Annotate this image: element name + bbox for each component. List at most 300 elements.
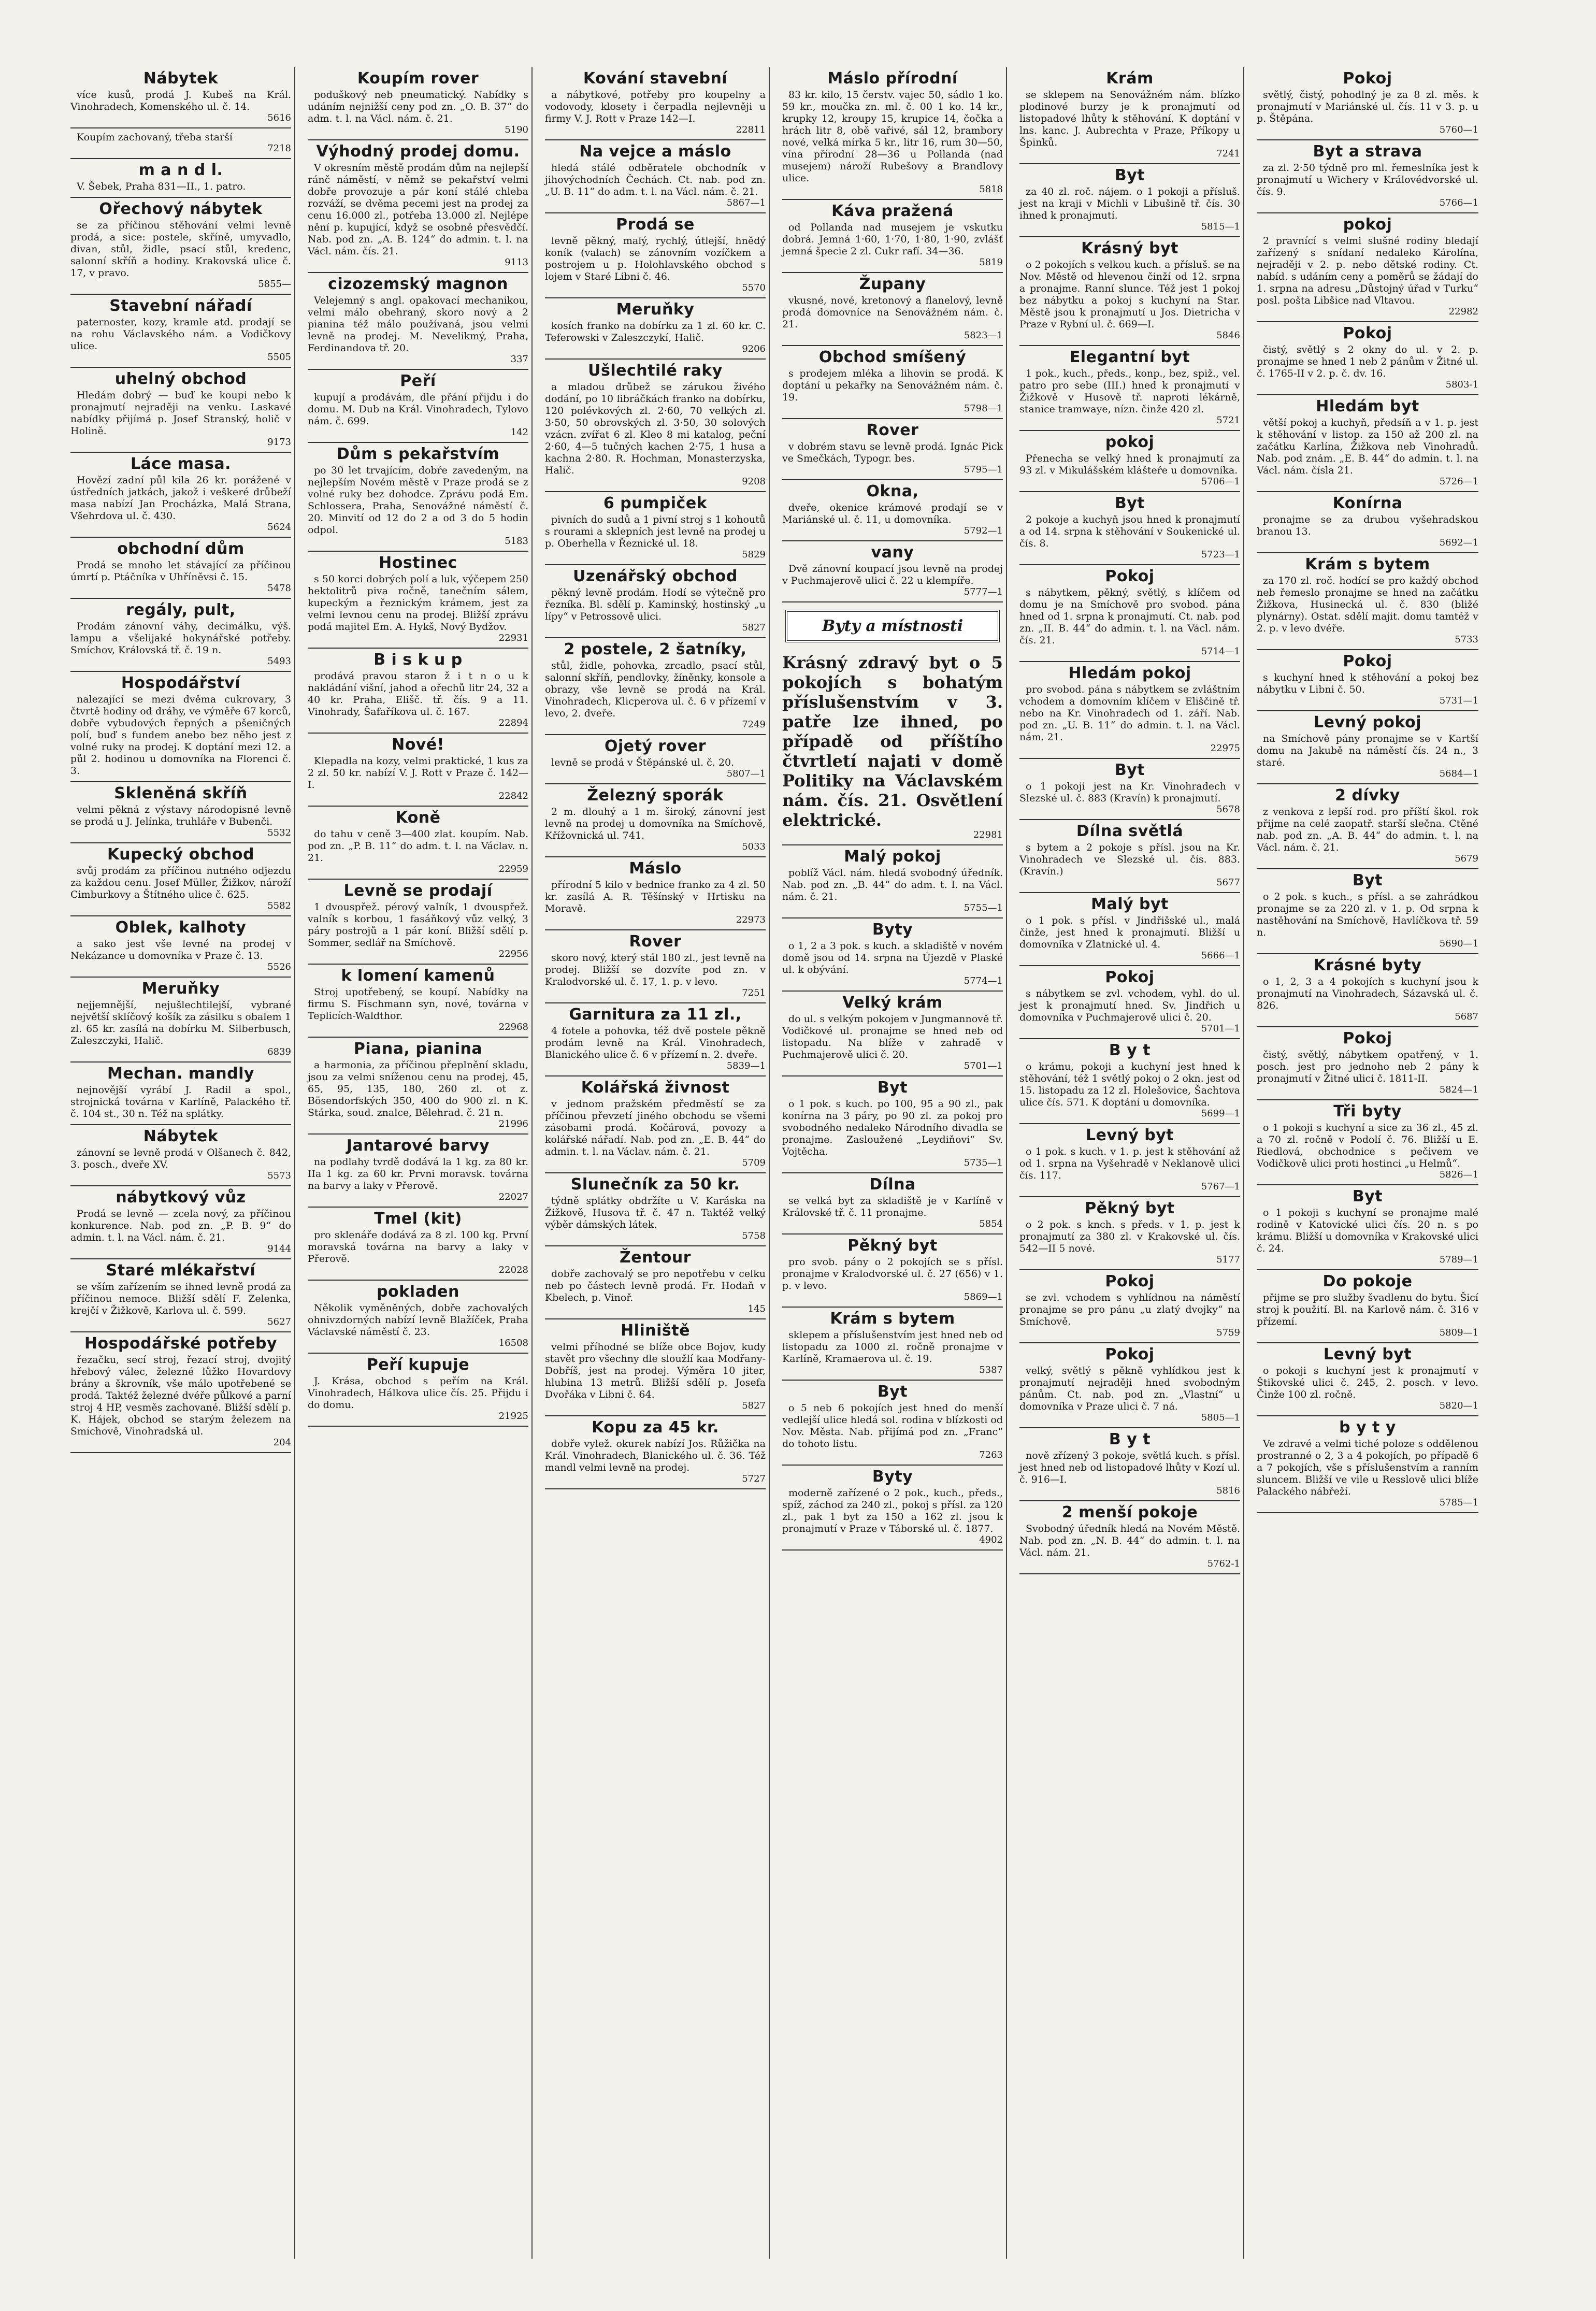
classified-ad (70, 538, 291, 599)
ad-ref-number: 5762-1 (1207, 1558, 1240, 1569)
ad-text: na Smíchově pány pronajme se v Kartší domu na Jakubě na náměstí čís. 24 n., 3 staré. (1257, 733, 1478, 768)
ad-text: 1 dvouspřež. pérový valník, 1 dvouspřež. valník s korbou, 1 fasáňkový vůz velký, 3 páry postrojů a 1 pár koní. Bližší sdělí p. Sommer, sedlář na Smíchově. (308, 901, 528, 949)
ad-ref-number: 5699—1 (1201, 1108, 1240, 1119)
ad-title: Levně se prodají (343, 882, 493, 900)
ad-title: Krám s bytem (1305, 555, 1430, 573)
ad-text: 2 m. dlouhý a 1 m. široký, zánovní jest levně na prodej u domovníka na Smíchově, Křížovnická ul. 741. (545, 806, 766, 841)
ad-text: po 30 let trvajícím, dobře zavedeným, na nejlepším Novém městě v Praze prodá se z volné ruky bez dohodce. Zprávu podá Em. Schlossera, Praha, Senovážné náměstí č. 20. Minvití od 12 do 2 a od 3 do 5 hodin odpol. (308, 465, 528, 536)
ad-ref-number: 5627 (267, 1316, 291, 1327)
ad-text: Přenecha se velký hned k pronajmutí za 93 zl. v Mikulášském klášteře u domovníka. (1019, 453, 1240, 476)
ad-title: Byt (1114, 761, 1145, 779)
ad-text: kosích franko na dobírku za 1 zl. 60 kr. C. Teferowski v Zaleszczykí, Halič. (545, 320, 766, 343)
ad-text: přírodní 5 kilo v bednice franko za 4 zl. 50 kr. zasílá A. R. Těšínský v Hrtisku na Moravě. (545, 879, 766, 914)
ad-title: Slunečník za 50 kr. (570, 1175, 740, 1194)
ad-title: Pokoj (1343, 324, 1392, 342)
classified-ad (70, 67, 291, 128)
ad-title: Meruňky (141, 980, 220, 998)
ad-ref-number: 5867—1 (726, 197, 766, 208)
ad-title: Železný sporák (587, 786, 724, 805)
ad-ref-number: 5570 (742, 282, 766, 293)
ad-text: v jednom pražském předměstí se za příčinou převzetí jiného obchodu se všemi zásobami prodá. Kočárová, povozy a kolářské nářadí. Nab. pod zn. „E. B. 44“ do admin. t. l. na Václav. nám. č. 21. (545, 1098, 766, 1157)
ad-ref-number: 204 (273, 1437, 291, 1448)
ad-title: Káva pražená (831, 202, 954, 220)
ad-title: Pokoj (1105, 968, 1155, 986)
ad-ref-number: 5505 (267, 352, 291, 363)
classified-ad (70, 843, 291, 916)
ad-text: prodává pravou staron ž i t n o u k nakládání višní, jahod a ořechů litr 24, 32 a 40 kr. Praha, Elišč. tř. čís. 9 a 11. Vinohrady, Šafaříkova ul. č. 167. (308, 670, 528, 717)
ad-ref-number: 5815—1 (1201, 221, 1240, 232)
classified-ad (70, 782, 291, 843)
ad-title: 2 dívky (1335, 786, 1400, 805)
classified-ad (70, 599, 291, 672)
ad-text: přijme se pro služby švadlenu do bytu. Šicí stroj k použití. Bl. na Karlově nám. č. 316 v přízemí. (1257, 1292, 1478, 1327)
ad-text: Velejemný s angl. opakovací mechanikou, velmi málo obehraný, skoro nový a 2 pianina též málo používaná, jsou velmi levně na prodej. M. Nevelikmý, Praha, Ferdinandova tř. 20. (308, 295, 528, 354)
ad-ref-number: 5666—1 (1201, 950, 1240, 961)
ad-ref-number: 5731—1 (1439, 695, 1478, 706)
classified-ad (1257, 553, 1478, 650)
classified-ad (545, 1003, 766, 1076)
ad-title: Hledám byt (1316, 397, 1419, 415)
ad-title: Meruňky (616, 300, 695, 319)
ad-ref-number: 5706—1 (1201, 476, 1240, 487)
classified-ad (1019, 893, 1240, 966)
ad-title: Byt (1352, 871, 1383, 889)
ad-title: Koně (395, 809, 441, 827)
classified-ad (1257, 954, 1478, 1027)
ad-text: a harmonia, za příčinou přeplnění skladu, jsou za velmi sníženou cenu na prodej, 45, 65, 95, 135, 180, 260 zl. ot z. Bösendorfských 350, 400 do 900 zl. n K. Stárka, soud. znalce, Bělehrad. č. 21 n. (308, 1059, 528, 1118)
ad-text: Prodá se mnoho let stávající za příčinou úmrtí p. Ptáčníka v Uhříněvsi č. 15. (70, 559, 291, 583)
ad-title: Malý pokoj (844, 848, 941, 866)
ad-text: Koupím zachovaný, třeba starší (77, 132, 233, 143)
ad-title: Levný byt (1085, 1126, 1174, 1144)
classified-ad (70, 295, 291, 368)
ad-title: Hostinec (379, 554, 457, 572)
ad-ref-number: 5033 (742, 841, 766, 852)
ad-ref-number: 5701—1 (964, 1060, 1003, 1071)
ad-text: levně se prodá v Štěpánské ul. č. 20. (551, 757, 735, 768)
classified-ad (1019, 237, 1240, 346)
ad-title: Byt (1114, 166, 1145, 184)
ad-text: o 1 pokoji jest na Kr. Vinohradech v Slezské ul. č. 883 (Kravín) k pronajmutí. (1019, 781, 1240, 804)
classified-ad (1257, 322, 1478, 395)
classified-ad (1019, 1428, 1240, 1501)
ad-text: Dvě zánovní koupací jsou levně na prodej v Puchmajerově ulici č. 22 u klempíře. (782, 563, 1003, 586)
ad-ref-number: 9206 (742, 343, 766, 354)
ad-ref-number: 5183 (505, 536, 528, 547)
ad-text: 1 pok., kuch., předs., konp., bez, spiž., vel. patro pro sebe (III.) hned k pronajmutí v Žižkově v Husově tř. naproti lékárně, stanice tramwaye, nízn. činže 420 zl. (1019, 368, 1240, 415)
ad-ref-number: 145 (747, 1303, 766, 1314)
ad-ref-number: 5387 (979, 1365, 1003, 1375)
ad-ref-number: 5819 (979, 257, 1003, 268)
ad-title: Ořechový nábytek (99, 200, 263, 218)
ad-ref-number: 22931 (498, 633, 528, 643)
classified-ad (70, 453, 291, 538)
classified-ad (1257, 1416, 1478, 1513)
ad-text: řezačku, secí stroj, řezací stroj, dvojitý hřebový válec, železné lůžko Hovardovy brány a škrovník, vše málo upotřebené se prodá. Taktéž železné dvéře půlkové a parní stroj 4 HP, vesměs zachované. Bližší sdělí p. K. Hájek, obchod se starým železem na Smíchově, Vinohradská ul. (70, 1354, 291, 1437)
ad-ref-number: 5803-1 (1445, 379, 1478, 390)
ad-title: pokoj (1343, 216, 1392, 234)
classified-ad (1019, 1270, 1240, 1343)
ad-ref-number: 5714—1 (1201, 646, 1240, 657)
ad-text: stůl, židle, pohovka, zrcadlo, psací stůl, salonní skříň, pendlovky, žíněnky, konsole a obrazy, vše levně se prodá na Král. Vinohradech, Klicperova ul. č. 6 v přízemí v levo, 2. dveře. (545, 660, 766, 719)
ad-ref-number: 22842 (498, 791, 528, 801)
ad-ref-number: 5760—1 (1439, 124, 1478, 135)
ad-ref-number: 5777—1 (964, 586, 1003, 597)
classified-ad (545, 930, 766, 1003)
ad-ref-number: 5679 (1455, 853, 1478, 864)
ad-title: Staré mlékařství (106, 1261, 256, 1280)
ad-title: Pokoj (1105, 567, 1155, 585)
classified-ad (70, 1332, 291, 1453)
ad-title: Okna, (866, 482, 919, 500)
ad-title: Elegantní byt (1069, 348, 1190, 366)
ad-ref-number: 7249 (742, 719, 766, 730)
classified-ad (545, 492, 766, 565)
ad-title: Byt (877, 1383, 908, 1401)
ad-title: Stavební nářadí (109, 297, 252, 315)
ad-ref-number: 5829 (742, 549, 766, 560)
ad-text: 2 pokoje a kuchyň jsou hned k pronajmutí a od 14. srpna k stěhování v Soukenické ul. čís. 8. (1019, 514, 1240, 549)
ad-text: kupují a prodávám, dle přání přijdu i do domu. M. Dub na Král. Vinohradech, Tylovo nám. č. 699. (308, 392, 528, 427)
classified-ad (70, 1063, 291, 1125)
ad-title: Ojetý rover (604, 737, 707, 755)
classified-ad (1257, 1270, 1478, 1343)
ad-ref-number: 5177 (1216, 1254, 1240, 1265)
ad-ref-number: 22027 (498, 1192, 528, 1202)
classified-ad (70, 1125, 291, 1186)
ad-text: zánovní se levně prodá v Olšanech č. 842, 3. posch., dveře XV. (70, 1147, 291, 1170)
classified-ad (70, 978, 291, 1063)
ad-title: Malý byt (1091, 895, 1169, 913)
ad-text: do tahu v ceně 3—400 zlat. koupím. Nab. pod zn. „P. B. 11“ do adm. t. l. na Václav. n. 21. (308, 828, 528, 864)
ad-text: Několik vyměněných, dobře zachovalých ohnivzdorných nabízí levně Blažíček, Praha Václavské náměstí č. 23. (308, 1302, 528, 1338)
ad-ref-number: 22028 (498, 1265, 528, 1275)
ad-title: Kupecký obchod (107, 845, 254, 864)
classified-ad (1257, 395, 1478, 492)
ad-text: nejnovější vyrábí J. Radil a spol., strojnická továrna v Karlíně, Palackého tř. č. 104 st., 30 n. Též na splátky. (70, 1084, 291, 1119)
ad-ref-number: 5755—1 (964, 902, 1003, 913)
ad-ref-number: 5798—1 (964, 403, 1003, 414)
ad-text: za zl. 2·50 týdně pro ml. řemeslníka jest k pronajmutí u Wichery v Královédvorské ul. čís. 9. (1257, 162, 1478, 197)
ad-ref-number: 5807—1 (726, 768, 766, 779)
classified-ad (782, 1466, 1003, 1551)
classified-ad (782, 845, 1003, 918)
ad-text: Ve zdravé a velmi tiché poloze s oddělenou prostranné o 2, 3 a 4 pokojích, po případě 6 a 7 pokojích, vše s příslušenstvím a ranním sluncem. Bližší ve vile u Resslově ulici blíže Palackého nábřeží. (1257, 1438, 1478, 1497)
ad-title: Výhodný prodej domu. (316, 142, 520, 161)
classified-ad (308, 965, 528, 1038)
ad-title: Kování stavební (583, 69, 728, 88)
classified-ad (545, 565, 766, 638)
classified-ad (70, 198, 291, 295)
ad-ref-number: 22968 (498, 1022, 528, 1032)
ad-title: 2 postele, 2 šatníky, (564, 640, 747, 658)
classified-ad (1257, 1343, 1478, 1416)
ad-ref-number: 5727 (742, 1473, 766, 1484)
ad-title: B y t (1109, 1041, 1151, 1059)
ad-title: Oblek, kalhoty (115, 918, 247, 937)
ad-ref-number: 5709 (742, 1157, 766, 1168)
classified-ad (308, 140, 528, 273)
ad-ref-number: 9144 (267, 1243, 291, 1254)
ad-text: levně pěkný, malý, rychlý, útlejší, hnědý koník (valach) se zánovním vozíčkem a postrojem u p. Holohlavského obchod s lojem v Staré Libni č. 46. (545, 235, 766, 282)
classified-ad (70, 159, 291, 198)
ad-title: Byt a strava (1313, 142, 1422, 161)
ad-text: více kusů, prodá J. Kubeš na Král. Vinohradech, Komenského ul. č. 14. (70, 89, 291, 112)
ad-text: o 1 pok. s kuch. v 1. p. jest k stěhování až od 1. srpna na Vyšehradě v Neklanově ulici čís. 117. (1019, 1146, 1240, 1181)
classified-ad (1019, 431, 1240, 492)
classified-ad (1257, 140, 1478, 213)
ad-title: Levný byt (1323, 1345, 1412, 1363)
ad-text: se velká byt za skladiště je v Karlíně v Královské tř. č. 11 pronajme. (782, 1195, 1003, 1218)
ad-text: od Pollanda nad musejem je vskutku dobrá. Jemná 1·60, 1·70, 1·80, 1·90, zvlášť jemná špecie 2 zl. Cukr rafí. 34—36. (782, 222, 1003, 257)
ad-text: pěkný levně prodám. Hodí se výtečně pro řezníka. Bl. sdělí p. Kaminský, hostinský „u lípy“ v Petrossově ulici. (545, 587, 766, 622)
ad-ref-number: 5624 (267, 522, 291, 533)
classified-ad (545, 1173, 766, 1246)
classified-ad (70, 128, 291, 159)
ad-title: Hliniště (621, 1322, 690, 1340)
ad-title: Jantarové barvy (346, 1137, 490, 1155)
ad-title: Máslo (629, 859, 682, 878)
ad-ref-number: 337 (510, 354, 528, 365)
ad-ref-number: 9113 (505, 257, 528, 268)
classified-ad (308, 67, 528, 140)
ad-ref-number: 5733 (1455, 634, 1478, 645)
classified-ad (70, 368, 291, 453)
classified-ad (308, 880, 528, 965)
ad-ref-number: 5758 (742, 1230, 766, 1241)
ad-ref-number: 5616 (267, 112, 291, 123)
classified-ad (308, 1135, 528, 1208)
classified-ad (308, 1208, 528, 1281)
classified-ad (1019, 67, 1240, 164)
ad-ref-number: 5701—1 (1201, 1023, 1240, 1034)
ad-title: Kolářská živnost (581, 1079, 730, 1097)
ad-text: pivních do sudů a 1 pivní stroj s 1 kohoutů s rourami a sklepních jest levně na prodej u p. Oberhella v Řeznické ul. 18. (545, 514, 766, 549)
ad-title: Mechan. mandly (107, 1065, 254, 1083)
ad-text: s kuchyní hned k stěhování a pokoj bez nábytku v Libni č. 50. (1257, 672, 1478, 695)
ad-title: Pokoj (1343, 1029, 1392, 1047)
ad-text: o 1 pokoji s kuchyní a sice za 36 zl., 45 zl. a 70 zl. ročně v Podolí č. 76. Bližší u E. Riedlová, obchodnice s pečivem ve Vodičkově ulici proti hostinci „u Helmů“. (1257, 1122, 1478, 1169)
ad-title: Pěkný byt (1085, 1199, 1175, 1217)
ad-title: 6 pumpiček (603, 494, 708, 512)
ad-title: Pokoj (1105, 1272, 1155, 1290)
ad-text: dobře vylež. okurek nabízí Jos. Růžička na Král. Vinohradech, Blanického ul. č. 36. Též mandl velmi levně na prodej. (545, 1438, 766, 1473)
ad-text: J. Krása, obchod s peřím na Král. Vinohradech, Hálkova ulice čís. 25. Přijdu i do domu. (308, 1375, 528, 1411)
ad-ref-number: 5684—1 (1439, 768, 1478, 779)
classified-ad (782, 67, 1003, 200)
ad-ref-number: 5805—1 (1201, 1412, 1240, 1423)
ad-title: regály, pult, (126, 601, 236, 619)
ad-ref-number: 5846 (1216, 330, 1240, 341)
classified-ad (1019, 565, 1240, 662)
ad-text: a nábytkové, potřeby pro koupelny a vodovody, klosety i čerpadla nejlevněji u firmy V. J. Rott v Praze 142—I. (545, 89, 766, 124)
classified-ad (545, 1319, 766, 1416)
classified-ad (1257, 213, 1478, 322)
ad-text: větší pokoj a kuchyň, předsíň a v 1. p. jest k stěhování v listop. za 150 až 200 zl. na začátku Karlína, Žižkova neb Vinohradů. Nab. pod znám. „E. B. 44“ do admin. t. l. na Václ. nám. čísla 21. (1257, 417, 1478, 476)
ad-text: paternoster, kozy, kramle atd. prodají se na rohu Václavského nám. a Vodičkovy ulice. (70, 317, 291, 352)
ad-title: Pěkný byt (847, 1237, 938, 1255)
ad-ref-number: 5726—1 (1439, 476, 1478, 487)
ad-text: hledá stálé odběratele obchodník v jihovýchodních Čechách. Ct. nab. pod zn. „U. B. 11“ do adm. t. l. na Václ. nám. č. 21. (545, 162, 766, 197)
ad-ref-number: 5818 (979, 184, 1003, 195)
classified-ad (308, 273, 528, 370)
classified-ad (308, 443, 528, 552)
column-2 (305, 67, 533, 2259)
ad-ref-number: 5767—1 (1201, 1181, 1240, 1192)
ad-text: se vším zařízením se ihned levně prodá za příčinou nemoce. Bližší sdělí F. Zelenka, krejčí v Žižkově, Karlova ul. č. 599. (70, 1281, 291, 1316)
column-1 (67, 67, 295, 2259)
ad-title: Hledám pokoj (1068, 664, 1191, 682)
ad-ref-number: 7251 (742, 987, 766, 998)
ad-ref-number: 5190 (505, 124, 528, 135)
ad-ref-number: 5759 (1216, 1327, 1240, 1338)
ad-ref-number: 5774—1 (964, 975, 1003, 986)
ad-ref-number: 22894 (498, 717, 528, 728)
classified-ad (308, 1354, 528, 1427)
ad-ref-number: 22975 (1210, 743, 1240, 754)
ad-title: Byt (1352, 1187, 1383, 1205)
ad-ref-number: 5792—1 (964, 525, 1003, 536)
ad-ref-number: 5824—1 (1439, 1084, 1478, 1095)
classified-ad (782, 918, 1003, 992)
ad-text: s prodejem mléka a lihovin se prodá. K doptání u pekařky na Senovážném nám. č. 19. (782, 368, 1003, 403)
ad-text: velmi pěkná z výstavy národopisné levně se prodá u J. Jelínka, truhláře v Bubenči. (70, 804, 291, 827)
ad-title: Peří kupuje (366, 1356, 470, 1374)
ad-text: o 2 pok. s kuch., s přísl. a se zahrádkou pronajme se za 220 zl. v 1. p. Od srpna k nastěhování na Smíchově, Havlíčkova tř. 59 n. (1257, 891, 1478, 938)
ad-title: Piana, pianina (353, 1040, 483, 1058)
ad-text: 4 fotele a pohovka, též dvě postele pěkně prodám levně na Král. Vinohradech, Blanického ulice č. 6 v přízemí n. 2. dveře. (545, 1025, 766, 1060)
ad-text: se sklepem na Senovážném nám. blízko plodinové burzy je k pronajmutí od listopadové lhůty k stěhování. K doptání v lns. kanc. J. Aubrechta v Praze, Příkopy u Špinků. (1019, 89, 1240, 148)
ad-ref-number: 5582 (267, 900, 291, 911)
ad-ref-number: 7218 (267, 143, 291, 154)
ad-ref-number: 22982 (1448, 306, 1478, 317)
ad-title: Do pokoje (1322, 1272, 1413, 1290)
ad-ref-number: 5526 (267, 961, 291, 972)
ad-title: Kopu za 45 kr. (592, 1418, 719, 1437)
classified-ad (308, 734, 528, 807)
ad-text: a mladou drůbež se zárukou živého dodání, po 10 libráčkách franko na dobírku, 120 polévkových zl. 2·60, 70 velkých zl. 3·50, 50 obrovských zl. 3·50, 30 solových vzácn. zvířat 6 zl. Kleo 8 mi katalog, peční 2·60, 4—5 tučných kachen 2·75, 1 husa a kachna 2·80. R. Hochman, Monasterzyska, Halič. (545, 381, 766, 476)
ad-title: Hospodářství (121, 674, 241, 692)
ad-title: Byt (1114, 494, 1145, 512)
ad-ref-number: 22956 (498, 949, 528, 959)
ad-title: Pokoj (1343, 69, 1392, 88)
ad-ref-number: 142 (510, 427, 528, 438)
ad-text: Hledám dobrý — buď ke koupi nebo k pronajmutí nejraději na venku. Laskavé nabídky přijímá p. Josef Stranský, holič v Holině. (70, 390, 291, 437)
ad-title: Ušlechtilé raky (588, 362, 723, 380)
ad-ref-number: 22959 (498, 864, 528, 874)
ad-ref-number: 5692—1 (1439, 537, 1478, 548)
ad-ref-number: 21925 (498, 1411, 528, 1422)
classified-ad (545, 360, 766, 492)
column-5 (1016, 67, 1244, 2259)
ad-text: nově zřízený 3 pokoje, světlá kuch. s přísl. jest hned neb od listopadové lhůty v Kozí ul. č. 916—I. (1019, 1450, 1240, 1485)
ad-title: Koupím rover (357, 69, 479, 88)
classified-ad (1019, 1501, 1240, 1574)
ad-title: Uzenářský obchod (573, 567, 738, 585)
ad-title: Byt (877, 1079, 908, 1097)
ad-text: světlý, čistý, pohodlný je za 8 zl. měs. k pronajmutí v Mariánské ul. čís. 11 v 3. p. u p. Štěpána. (1257, 89, 1478, 124)
ad-title: Krásné byty (1313, 956, 1422, 974)
classified-ad (1257, 67, 1478, 140)
classified-ad (545, 784, 766, 857)
ad-title: Byty (872, 1468, 913, 1486)
ad-text: velmi příhodné se blíže obce Bojov, kudy stavět pro všechny dle sloužlí kaa Modřany-Dobříš, jest na prodej. Výměra 10 jiter, hlubina 13 metrů. Bližší sdělí p. Josefa Dvořáka v Libni č. 64. (545, 1341, 766, 1400)
ad-title: Na vejce a máslo (579, 142, 731, 161)
newspaper-page (67, 67, 1482, 2259)
ad-ref-number: 5721 (1216, 415, 1240, 426)
ad-ref-number: 21996 (498, 1118, 528, 1129)
ad-ref-number: 5795—1 (964, 464, 1003, 475)
ad-title: cizozemský magnon (328, 275, 508, 293)
classified-ad (545, 67, 766, 140)
ad-ref-number: 5855— (258, 279, 291, 290)
classified-ad (70, 1186, 291, 1259)
ad-text: se za příčinou stěhování velmi levně prodá, a sice: postele, skříně, umyvadlo, divan, stůl, židle, psací stůl, kredenc, salonní skříň a hodiny. Krakovská ulice č. 17, v pravo. (70, 220, 291, 279)
classified-ad (545, 1246, 766, 1319)
ad-ref-number: 5493 (267, 656, 291, 667)
ad-ref-number: 5678 (1216, 804, 1240, 815)
ad-text: se zvl. vchodem s vyhlídnou na náměstí pronajme se pro pánu „u zlatý dvojky“ na Smíchově. (1019, 1292, 1240, 1327)
ad-text: za 170 zl. roč. hodící se pro každý obchod neb řemeslo pronajme se hned na začátku Žižkova, Husinecká ul. č. 830 (bližé plynárny). Ostat. sdělí majit. domu tamtéž v 2. p. v levo dvéře. (1257, 575, 1478, 634)
ad-ref-number: 22973 (736, 914, 766, 925)
ad-title: Obchod smíšený (818, 348, 967, 366)
classified-ad (545, 735, 766, 784)
classified-ad (1257, 1185, 1478, 1270)
column-3 (542, 67, 770, 2259)
ad-title: Tmel (kit) (374, 1210, 462, 1228)
ad-title: Žentour (619, 1248, 692, 1267)
ad-ref-number: 5869—1 (964, 1291, 1003, 1302)
ad-ref-number: 5839—1 (726, 1060, 766, 1071)
classified-ad (545, 857, 766, 930)
classified-ad (545, 638, 766, 735)
ad-title: Byty (872, 921, 913, 939)
ad-text: pronajme se za drubou vyšehradskou branou 13. (1257, 514, 1478, 537)
ad-text: z venkova z lepší rod. pro příští škol. rok přijme na celé zaopatř. starší slečna. Ctěné nab. pod zn. „A. B. 44“ do admin. t. l. na Václ. nám. č. 21. (1257, 806, 1478, 853)
ad-text: V okresním městě prodám dům na nejlepší ránč náměstí, v němž se pekařství velmi dobře provozuje a pár koní stálé chleba rozváží, se dvěma pecemi jest na prodej za cenu 16.000 zl., potřeba 13.000 zl. Nejlépe nění p. kupující, když se osobně přesvědčí. Nab. pod zn. „A. B. 124“ do admin. t. l. na Václ. nám. čís. 21. (308, 162, 528, 257)
ad-title: Dílna světlá (1076, 822, 1184, 840)
ad-ref-number: 7241 (1216, 148, 1240, 159)
ad-text: o 1, 2 a 3 pok. s kuch. a skladiště v novém domě jsou od 14. srpna na Újezdě v Plaské ul. k obývání. (782, 940, 1003, 975)
ad-text: o 1 pok. s kuch. po 100, 95 a 90 zl., pak konírna na 3 páry, po 90 zl. za pokoj pro svobodného nedaleko Národního divadla se pronajme. Zasloužené „Leydiňovi“ Sv. Vojtěcha. (782, 1098, 1003, 1157)
ad-text: sklepem a příslušenstvím jest hned neb od listopadu za 1000 zl. ročně pronajme v Karlíně, Kramaerova ul. č. 19. (782, 1329, 1003, 1365)
ad-title: Máslo přírodní (827, 69, 958, 88)
ad-ref-number: 5532 (267, 827, 291, 838)
ad-text: do ul. s velkým pokojem v Jungmannově tř. Vodičkové ul. pronajme se hned neb od listopadu. Na blíže v zahradě v Puchmajerově ulici č. 20. (782, 1013, 1003, 1060)
classified-ad (1019, 492, 1240, 565)
classified-ad (782, 419, 1003, 480)
ad-ref-number: 5854 (979, 1218, 1003, 1229)
ad-text: 2 pravnící s velmi slušné rodiny bledají zařízený s snídaní nedaleko Károlína, nejraději v 2. p. nebo dětské rodiny. Ct. nabíd. s udáním ceny a poměrů se žádají do 1. srpna na adresu „Důstojný úřad v Turku“ posl. pošta Libšice nad Vltavou. (1257, 235, 1478, 306)
ad-text: dobře zachovalý se pro nepotřebu v celku neb po částech levně prodá. Fr. Hodaň v Kbelech, p. Vinoř. (545, 1268, 766, 1303)
ad-text: čistý, světlý s 2 okny do ul. v 2. p. pronajme se hned 1 neb 2 pánům v Žitné ul. č. 1765-II v 2. p. č. dv. 16. (1257, 344, 1478, 379)
ad-text: Svobodný úředník hledá na Novém Městě. Nab. pod zn. „N. B. 44“ do admin. t. l. na Václ. nám. 21. (1019, 1523, 1240, 1558)
ad-title: Skleněná skříň (114, 784, 248, 802)
ad-title: nábytkový vůz (116, 1188, 246, 1207)
ad-text: o krámu, pokoji a kuchyní jest hned k stěhování, též 1 světlý pokoj o 2 okn. jest od 15. listopadu za 12 zl. Holešovice, Šachtova ulice čís. 571. K doptání u domovníka. (1019, 1061, 1240, 1108)
column-6 (1254, 67, 1482, 2259)
classified-ad (1257, 492, 1478, 553)
ad-text: za 40 zl. roč. nájem. o 1 pokoji a přísluš. jest na kraji v Michli v Libušině tř. čís. 30 ihned k pronajmutí. (1019, 186, 1240, 221)
classified-ad (1257, 1027, 1478, 1100)
section-banner: Byty a místnosti (785, 610, 1000, 642)
classified-ad (782, 1235, 1003, 1308)
ad-text: poduškový neb pneumatický. Nabídky s udáním nejnižší ceny pod zn. „O. B. 37“ do adm. t. l. na Václ. nám. č. 21. (308, 89, 528, 124)
ad-title: Župany (859, 275, 926, 293)
ad-text: pro svobod. pána s nábytkem se zvláštním vchodem a domovním klíčem v Eliščině tř. nebo na Kr. Vinohradech od 1. září. Nab. pod zn. „U. B. 11“ do admin. t. l. na Václ. nám. 21. (1019, 684, 1240, 743)
ad-text: a sako jest vše levné na prodej v Nekázance u domovníka v Praze č. 13. (70, 938, 291, 961)
classified-ad (308, 649, 528, 734)
